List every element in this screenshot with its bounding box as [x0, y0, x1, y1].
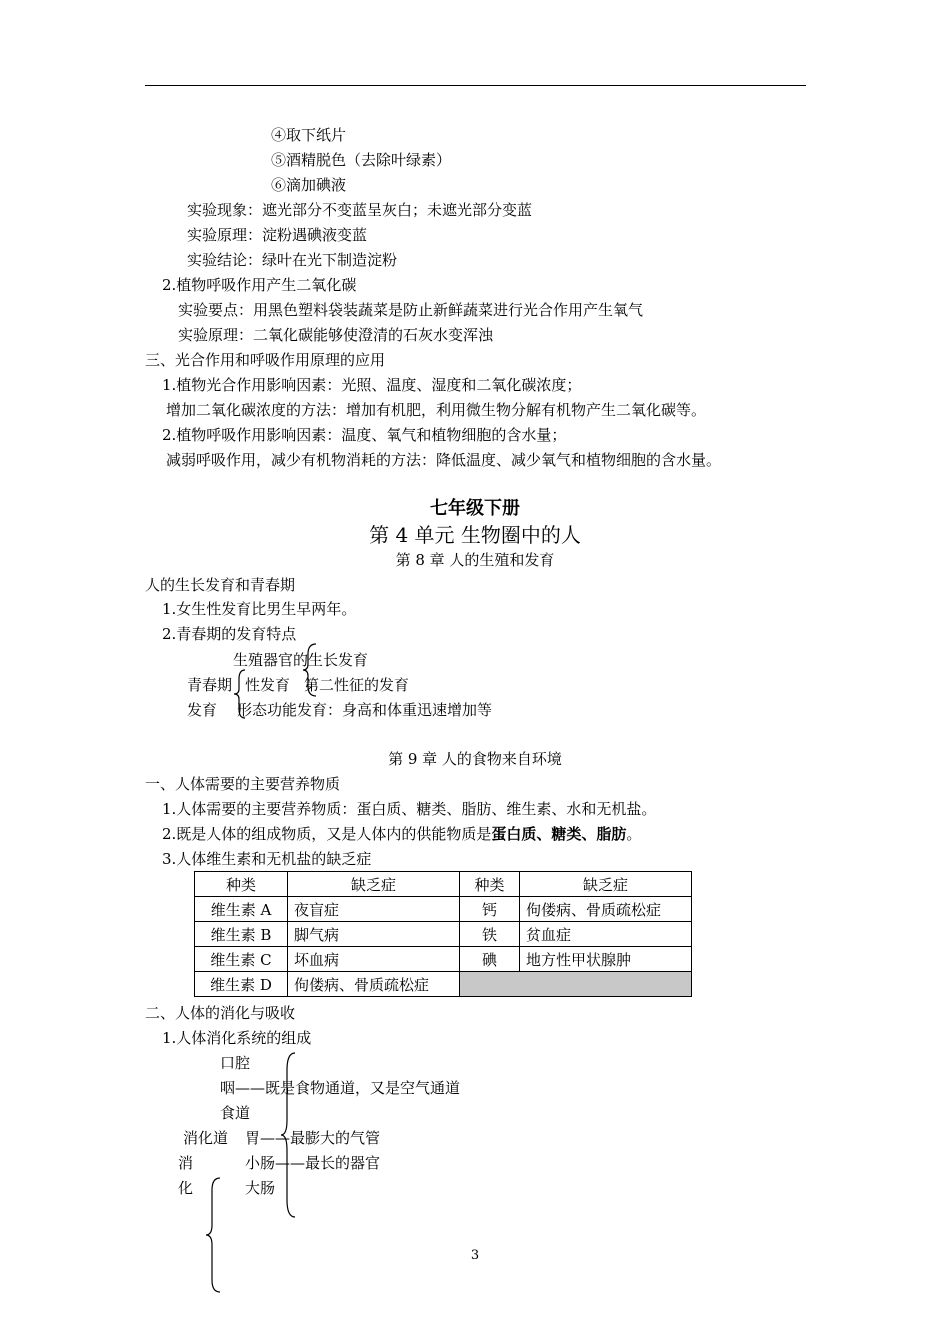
digest-label: 消 — [178, 1154, 194, 1172]
puberty-item: 第二性征的发育 — [304, 676, 410, 694]
table-cell: 夜盲症 — [288, 897, 460, 922]
text-line: 1.人体消化系统的组成 — [162, 1029, 312, 1047]
book-title: 七年级下册 — [430, 498, 520, 519]
table-row — [195, 922, 692, 947]
text-line: 1.女生性发育比男生早两年。 — [162, 600, 357, 618]
table-cell: 维生素 C — [195, 947, 288, 972]
header-rule — [145, 85, 806, 86]
table-row — [195, 897, 692, 922]
puberty-item: 形态功能发育：身高和体重迅速增加等 — [237, 701, 493, 719]
table-header: 种类 — [460, 872, 520, 897]
table-header: 缺乏症 — [520, 872, 692, 897]
text-line: 实验原理：二氧化碳能够使澄清的石灰水变浑浊 — [178, 326, 494, 344]
table-cell: 维生素 A — [195, 897, 288, 922]
brace-icon — [300, 642, 320, 698]
text-line: 实验要点：用黑色塑料袋装蔬菜是防止新鲜蔬菜进行光合作用产生氧气 — [178, 301, 644, 319]
table-header: 缺乏症 — [288, 872, 460, 897]
brace-icon — [232, 668, 248, 720]
puberty-label: 发育 — [187, 701, 218, 719]
table-row — [195, 972, 692, 997]
table-cell: 地方性甲状腺肿 — [520, 947, 692, 972]
table-cell: 佝偻病、骨质疏松症 — [520, 897, 692, 922]
text-line: 实验结论：绿叶在光下制造淀粉 — [187, 251, 398, 269]
table-cell: 坏血病 — [288, 947, 460, 972]
digest-item: 食道 — [220, 1104, 251, 1122]
brace-icon — [203, 1175, 223, 1295]
digest-item: 口腔 — [220, 1054, 251, 1072]
text-line: ④取下纸片 — [271, 126, 347, 144]
brace-icon — [278, 1050, 298, 1220]
table-cell: 维生素 B — [195, 922, 288, 947]
section-heading: 一、人体需要的主要营养物质 — [145, 775, 341, 793]
text-line: 1.人体需要的主要营养物质：蛋白质、糖类、脂肪、维生素、水和无机盐。 — [162, 800, 657, 818]
section-heading: 三、光合作用和呼吸作用原理的应用 — [145, 351, 386, 369]
puberty-sex-dev: 性发育 — [245, 676, 291, 694]
text-line: 3.人体维生素和无机盐的缺乏症 — [162, 850, 372, 868]
digest-item: 咽——既是食物通道，又是空气通道 — [220, 1079, 461, 1097]
digest-item: 胃——最膨大的气管 — [245, 1129, 381, 1147]
table-cell: 脚气病 — [288, 922, 460, 947]
text-line: ⑤酒精脱色（去除叶绿素） — [271, 151, 452, 169]
text-line: 2.植物呼吸作用影响因素：温度、氧气和植物细胞的含水量； — [162, 426, 567, 444]
text-line — [162, 824, 641, 844]
chapter-title: 第 9 章 人的食物来自环境 — [388, 750, 562, 768]
text-segment: 2.既是人体的组成物质，又是人体内的供能物质是 — [162, 825, 492, 843]
bold-text: 蛋白质、糖类、脂肪 — [491, 825, 627, 843]
text-line: 2.青春期的发育特点 — [162, 625, 297, 643]
digest-item: 小肠——最长的器官 — [245, 1154, 381, 1172]
table-row — [195, 947, 692, 972]
text-line: ⑥滴加碘液 — [271, 176, 347, 194]
text-line: 实验现象：遮光部分不变蓝呈灰白；未遮光部分变蓝 — [187, 201, 533, 219]
page-number: 3 — [470, 1248, 480, 1263]
digest-item: 大肠 — [245, 1179, 276, 1197]
section-heading: 人的生长发育和青春期 — [145, 576, 296, 594]
deficiency-table — [194, 871, 692, 997]
puberty-item: 生殖器官的生长发育 — [233, 651, 369, 669]
table-cell: 佝偻病、骨质疏松症 — [288, 972, 460, 997]
text-line: 1.植物光合作用影响因素：光照、温度、湿度和二氧化碳浓度； — [162, 376, 582, 394]
digest-label: 化 — [178, 1179, 194, 1197]
unit-title: 第 4 单元 生物圈中的人 — [369, 523, 581, 547]
table-cell: 铁 — [460, 922, 520, 947]
chapter-title: 第 8 章 人的生殖和发育 — [395, 551, 555, 569]
table-empty-cell — [460, 972, 692, 997]
text-segment: 。 — [626, 825, 642, 843]
text-line: 2.植物呼吸作用产生二氧化碳 — [162, 276, 357, 294]
table-cell: 维生素 D — [195, 972, 288, 997]
text-line: 实验原理：淀粉遇碘液变蓝 — [187, 226, 368, 244]
table-cell: 碘 — [460, 947, 520, 972]
table-cell: 贫血症 — [520, 922, 692, 947]
table-header: 种类 — [195, 872, 288, 897]
text-line: 增加二氧化碳浓度的方法：增加有机肥，利用微生物分解有机物产生二氧化碳等。 — [166, 401, 707, 419]
digest-label: 消化道 — [183, 1129, 229, 1147]
table-cell: 钙 — [460, 897, 520, 922]
section-heading: 二、人体的消化与吸收 — [145, 1004, 296, 1022]
puberty-label: 青春期 — [187, 676, 233, 694]
text-line: 减弱呼吸作用，减少有机物消耗的方法：降低温度、减少氧气和植物细胞的含水量。 — [166, 451, 722, 469]
table-header-row — [195, 872, 692, 897]
